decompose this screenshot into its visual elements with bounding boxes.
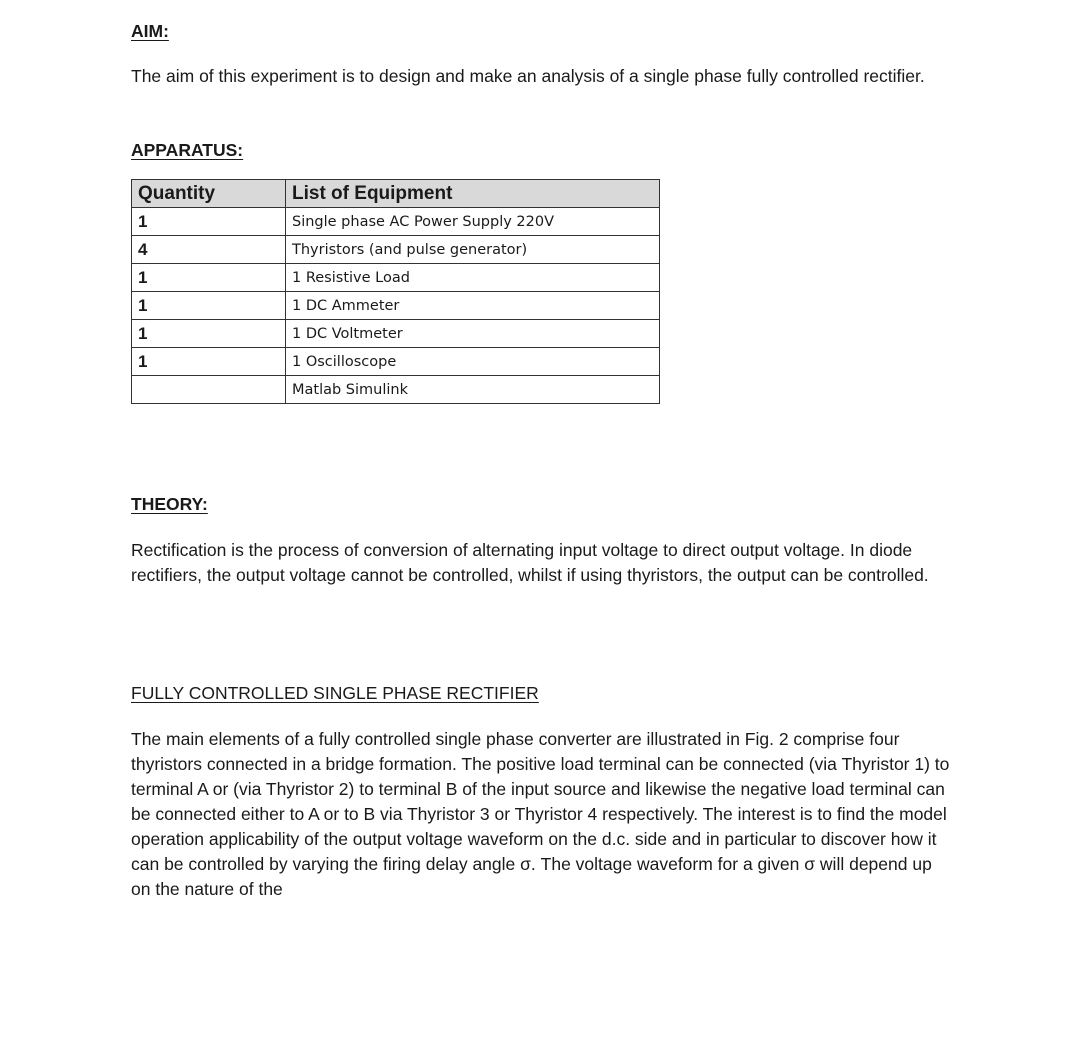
aim-paragraph: The aim of this experiment is to design and make an analysis of a single phase fully controlled rectifier. (131, 66, 925, 86)
quantity-cell: 4 (132, 236, 286, 264)
table-row (132, 376, 660, 404)
equipment-cell: 1 DC Voltmeter (286, 320, 660, 348)
quantity-cell: 1 (132, 208, 286, 236)
table-row (132, 320, 660, 348)
table-row (132, 264, 660, 292)
table-row (132, 236, 660, 264)
table-row (132, 348, 660, 376)
quantity-cell: 1 (132, 320, 286, 348)
quantity-cell: 1 (132, 292, 286, 320)
table-header-row (132, 180, 660, 208)
quantity-cell: 1 (132, 264, 286, 292)
theory-paragraph: Rectification is the process of conversion of alternating input voltage to direct output voltage. In diode rectifiers, the output voltage cannot be controlled, whilst if using thyristors, the output can be controlled. (131, 540, 929, 585)
equipment-cell: 1 Oscilloscope (286, 348, 660, 376)
equipment-cell: Thyristors (and pulse generator) (286, 236, 660, 264)
theory-heading: THEORY: (131, 494, 208, 514)
fully-controlled-heading: FULLY CONTROLLED SINGLE PHASE RECTIFIER (131, 683, 539, 703)
fully-controlled-paragraph: The main elements of a fully controlled single phase converter are illustrated in Fig. 2 comprise four thyristors connected in a bridge formation. The positive load terminal can be connected (via Thyristor 1) to terminal A or (via Thyristor 2) to terminal B of the input source and likewise the negative load terminal can be connected either to A or to B via Thyristor 3 or Thyristor 4 respectively. The interest is to find the model operation applicability of the output voltage waveform on the d.c. side and in particular to discover how it can be controlled by varying the firing delay angle σ. The voltage waveform for a given σ will depend up on the nature of the (131, 729, 950, 899)
equipment-cell: Single phase AC Power Supply 220V (286, 208, 660, 236)
equipment-cell: Matlab Simulink (286, 376, 660, 404)
column-header-equipment: List of Equipment (286, 180, 660, 208)
apparatus-heading: APPARATUS: (131, 140, 244, 160)
column-header-quantity: Quantity (132, 180, 286, 208)
equipment-table (131, 179, 660, 404)
equipment-cell: 1 Resistive Load (286, 264, 660, 292)
quantity-cell (132, 376, 286, 404)
table-row (132, 208, 660, 236)
aim-heading: AIM: (131, 21, 169, 41)
quantity-cell: 1 (132, 348, 286, 376)
table-row (132, 292, 660, 320)
equipment-cell: 1 DC Ammeter (286, 292, 660, 320)
